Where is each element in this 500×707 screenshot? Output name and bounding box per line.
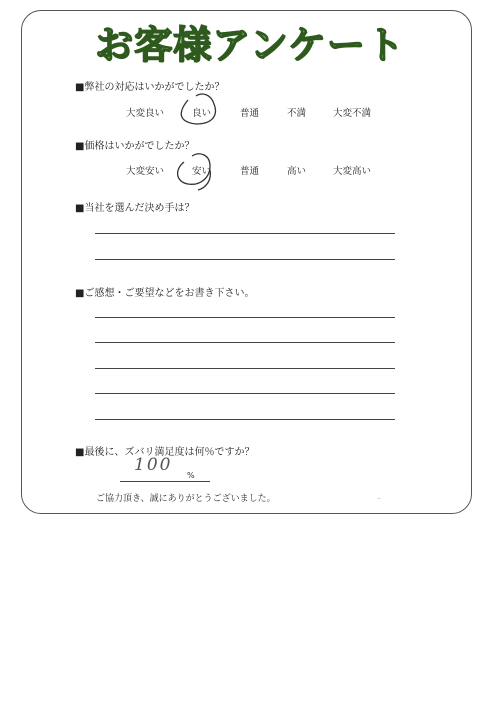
handwritten-answer: 100 — [134, 455, 173, 475]
option-normal[interactable]: 普通 — [240, 108, 260, 119]
option-very-dissatisfied[interactable]: 大変不満 — [333, 108, 372, 119]
thank-you-footer: ご協力頂き、誠にありがとうございました。 — [96, 494, 276, 504]
question-service: ■弊社の対応はいかがでしたか？ — [75, 82, 225, 93]
option-very-expensive[interactable]: 大変高い — [333, 166, 372, 177]
option-expensive[interactable]: 高い — [287, 166, 307, 177]
option-price-normal[interactable]: 普通 — [240, 166, 260, 177]
option-very-good[interactable]: 大変良い — [126, 108, 165, 119]
selection-circle-good — [181, 94, 215, 124]
option-cheap[interactable]: 安い — [192, 166, 212, 177]
selection-circle-cheap — [178, 154, 211, 190]
percent-unit: % — [187, 471, 195, 480]
question-price: ■価格はいかがでしたか？ — [75, 141, 195, 152]
question-comments: ■ご感想・ご要望などをお書き下さい。 — [75, 288, 255, 299]
question-reason: ■当社を選んだ決め手は？ — [75, 203, 195, 214]
option-good[interactable]: 良い — [192, 108, 212, 119]
question-satisfaction: ■最後に、ズバリ満足度は何％ですか？ — [75, 447, 255, 458]
survey-title: お客様アンケート — [95, 23, 405, 67]
option-very-cheap[interactable]: 大変安い — [126, 166, 165, 177]
option-dissatisfied[interactable]: 不満 — [287, 108, 307, 119]
scan-mark: ‥ — [377, 494, 382, 501]
